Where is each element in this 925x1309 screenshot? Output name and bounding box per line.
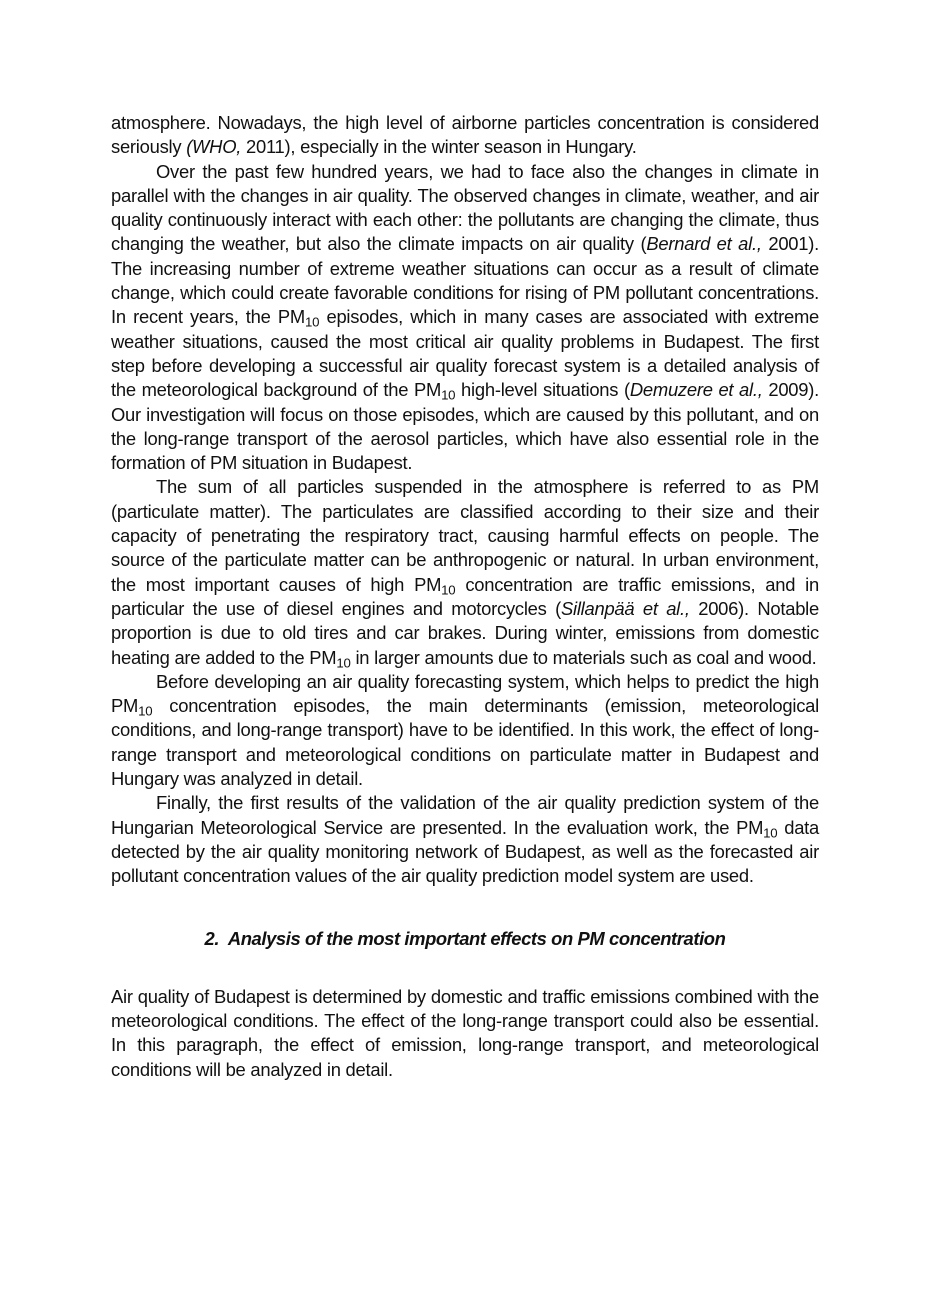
text-run: in larger amounts due to materials such as coal and wood. (350, 646, 817, 668)
text-run: episodes, which in many cases are associated with extreme weather situations, caused the most critical air quality problems in Budapest. The first step before developing a successful air quality forecast system is a detailed analysis of the meteorological background of the PM (111, 306, 819, 401)
text-run: Air quality of Budapest is determined by domestic and traffic emissions combined with the meteorological conditions. The effect of the long-range transport could also be essential. In this paragraph, the effect of emission, long-range transport, and meteorological conditions will be analyzed in detail. (111, 985, 819, 1080)
citation: Demuzere et al., (629, 379, 763, 401)
subscript: 10 (441, 387, 456, 403)
text-run: concentration are traffic emissions, and in particular the use of diesel engines and motorcycles ( (111, 573, 819, 619)
text-run: Over the past few hundred years, we had to face also the changes in climate in parallel with the changes in air quality. The observed changes in climate, weather, and air quality continuously interact with each other: the pollutants are changing the climate, thus changing the weather, but also the climate impacts on air quality ( (111, 160, 819, 255)
text-run: data detected by the air quality monitoring network of Budapest, as well as the forecasted air pollutant concentration values of the air quality prediction model system are used. (111, 816, 820, 887)
text-run: Finally, the first results of the validation of the air quality prediction system of the Hungarian Meteorological Service are presented. In the evaluation work, the PM (111, 792, 819, 838)
text-run: 2009). Our investigation will focus on those episodes, which are caused by this pollutant, and on the long-range transport of the aerosol particles, which have also essential role in the formation of PM situation in Budapest. (111, 379, 819, 474)
paragraph-validation (111, 791, 819, 888)
text-run: high-level situations ( (455, 379, 630, 401)
citation: Sillanpää et al., (560, 597, 690, 619)
subscript: 10 (763, 825, 778, 841)
text-run: atmosphere. Nowadays, the high level of airborne particles concentration is considered seriously (111, 112, 819, 158)
subscript: 10 (336, 655, 351, 671)
paragraph-determinants (111, 670, 819, 791)
text-run: Before developing an air quality forecasting system, which helps to predict the high PM (111, 670, 819, 717)
subscript: 10 (304, 315, 320, 331)
paragraph-intro-continuation (111, 111, 819, 160)
text-run: 2006). Notable proportion is due to old tires and car brakes. During winter, emissions from domestic heating are added to the PM (111, 597, 819, 668)
article-body (111, 111, 819, 1082)
section-title: Analysis of the most important effects on PM concentration (227, 927, 726, 949)
citation: Bernard et al., (646, 233, 762, 255)
section-heading (111, 927, 819, 951)
citation: (WHO, (186, 136, 242, 158)
text-run: The sum of all particles suspended in the atmosphere is referred to as PM (particulate matter). The particulates are classified according to their size and their capacity of penetrating the respiratory tract, causing harmful effects on people. The source of the particulate matter can be anthropogenic or natural. In urban environment, the most important causes of high PM (111, 476, 819, 595)
subscript: 10 (441, 582, 456, 598)
text-run: 2001). The increasing number of extreme weather situations can occur as a result of climate change, which could create favorable conditions for rising of PM pollutant concentrations. In recent years, the PM (111, 233, 819, 328)
paragraph-climate (111, 160, 819, 476)
text-run: 2011), especially in the winter season in Hungary. (241, 136, 637, 158)
paragraph-particulate-matter (111, 475, 819, 669)
text-run: concentration episodes, the main determinants (emission, meteorological conditions, and long-range transport) have to be identified. In this work, the effect of long-range transport and meteorological conditions on particulate matter in Budapest and Hungary was analyzed in detail. (111, 695, 819, 790)
section-number: 2. (204, 927, 220, 949)
subscript: 10 (138, 703, 153, 719)
paragraph-section-intro (111, 985, 819, 1082)
